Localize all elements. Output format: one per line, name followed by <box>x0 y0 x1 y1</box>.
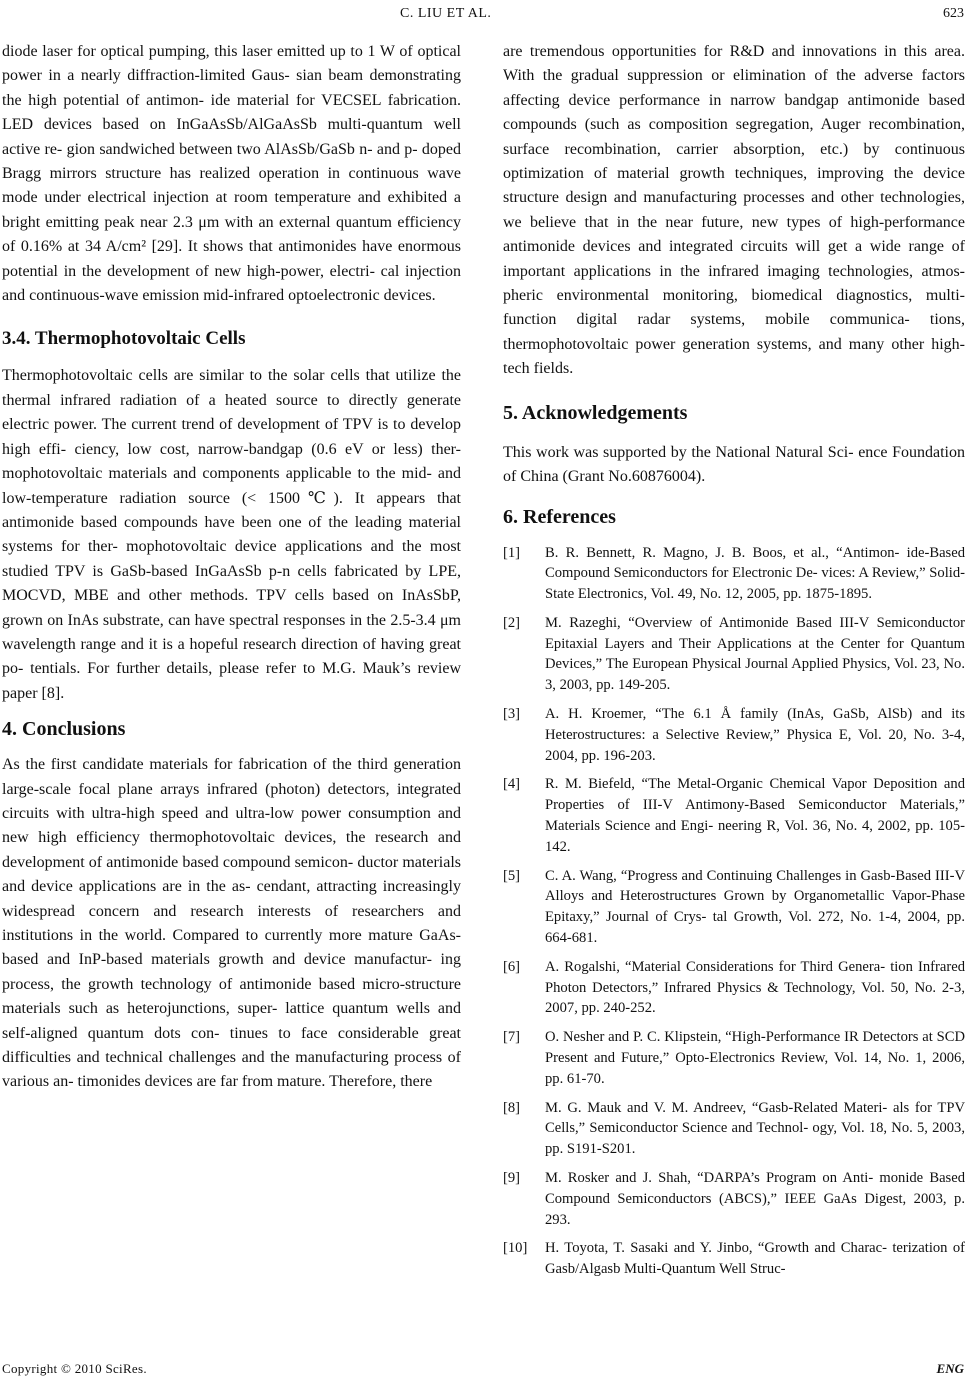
reference-item <box>503 1168 965 1230</box>
reference-number: [5] <box>503 867 521 884</box>
reference-item <box>503 774 965 857</box>
paragraph-tpv: Thermophotovoltaic cells are similar to the solar cells that utilize the thermal infrared radiation of a heated source to directly generate electric power. The current trend of development of TPV is to develop high effi- ciency, low cost, narrow-bandgap (0.6 eV or less) ther- mophotovoltaic materials and components applicable to the mid- and low-temperature radiation source (< 1500℃). It appears that antimonide based compounds have been one of the leading material systems for ther- mophotovoltaic device applications and the most studied TPV is GaSb-based InGaAsSb p-n cells fabricated by LPE, MOCVD, MBE and other methods. TPV cells based on InAsSbP, grown on InAs substrate, can have spectral responses in the 2.5-3.4 μm wavelength range and it is a hopeful research direction of having great po- tentials. For further details, please refer to M.G. Mauk’s review paper [8]. <box>2 367 461 702</box>
left-column <box>2 40 461 1095</box>
reference-item <box>503 704 965 766</box>
reference-number: [2] <box>503 614 521 631</box>
reference-number: [3] <box>503 706 521 723</box>
reference-text: M. Rosker and J. Shah, “DARPA’s Program on Anti- monide Based Compound Semiconductors (ABCS),” IEEE GaAs Digest, 2003, p. 293. <box>545 1170 965 1228</box>
reference-text: R. M. Biefeld, “The Metal-Organic Chemical Vapor Deposition and Properties of III-V Antimony-Based Semiconductor Materials,” Materials Science and Engi- neering R, Vol. 36, No. 4, 2002, pp. 105-142. <box>545 776 965 855</box>
paragraph-conclusions-continued: are tremendous opportunities for R&D and innovations in this area. With the gradual suppression or elimination of the adverse factors affecting device performance in narrow bandgap antimonide based compounds (such as composition segregation, Auger recombination, surface recombination, carrier absorption, etc.) by continuous optimization of material growth techniques, improving the device structure design and manufacturing processes and other technologies, we believe that in the near future, new types of high-performance antimonide devices and integrated circuits will get a wide range of important applications in the infrared imaging technologies, atmos- pheric environmental monitoring, biomedical diagnostics, multi-function digital radar systems, mobile communica- tions, thermophotovoltaic power generation systems, and many other high-tech fields. <box>503 43 965 378</box>
paragraph-acknowledgements: This work was supported by the National Natural Sci- ence Foundation of China (Grant No.60876004). <box>503 443 965 486</box>
reference-number: [1] <box>503 544 521 561</box>
reference-text: A. Rogalshi, “Material Considerations for Third Genera- tion Infrared Photon Detectors,” Infrared Physics & Technology, Vol. 50, No. 2-3, 2007, pp. 240-252. <box>545 958 965 1017</box>
journal-abbreviation: ENG <box>936 1361 964 1376</box>
running-head: C. LIU ET AL. <box>400 6 492 21</box>
reference-number: [7] <box>503 1029 521 1046</box>
section-heading-acknowledgements: 5. Acknowledgements <box>503 401 688 424</box>
reference-item <box>503 1027 965 1089</box>
copyright-notice: Copyright © 2010 SciRes. <box>2 1361 147 1376</box>
reference-item <box>503 957 965 1019</box>
section-heading-thermophotovoltaic: 3.4. Thermophotovoltaic Cells <box>2 328 246 350</box>
reference-text: H. Toyota, T. Sasaki and Y. Jinbo, “Growth and Charac- terization of Gasb/Algasb Multi-Quantum Well Struc- <box>545 1240 965 1278</box>
reference-number: [6] <box>503 958 521 975</box>
reference-item <box>503 613 965 696</box>
section-heading-references: 6. References <box>503 505 616 528</box>
reference-number: [4] <box>503 776 521 793</box>
reference-text: A. H. Kroemer, “The 6.1 Å family (InAs, GaSb, AlSb) and its Heterostructures: a Selective Review,” Physica E, Vol. 20, No. 3-4, 2004, pp. 196-203. <box>545 706 965 764</box>
page-header <box>0 0 969 30</box>
reference-text: O. Nesher and P. C. Klipstein, “High-Performance IR Detectors at SCD Present and Future,” Opto-Electronics Review, Vol. 14, No. 1, 2006, pp. 61-70. <box>545 1029 965 1087</box>
page-number: 623 <box>943 6 964 21</box>
paragraph-vecsel: diode laser for optical pumping, this laser emitted up to 1 W of optical power in a nearly diffraction-limited Gaus- sian beam demonstrating the high potential of antimon- ide material for VECSEL fabrication. LED devices based on InGaAsSb/AlGaAsSb multi-quantum well active re- gion sandwiched between two AlAsSb/GaSb n- and p- doped Bragg mirrors structure has realized operation in continuous wave mode under electrical injection at room temperature and exhibited a bright emitting peak near 2.3 μm with an external quantum efficiency of 0.16% at 34 A/cm² [29]. It shows that antimonides have enormous potential in the development of new high-power, electri- cal injection and continuous-wave emission mid-infrared optoelectronic devices. <box>2 43 461 305</box>
reference-number: [9] <box>503 1170 521 1187</box>
reference-item <box>503 1098 965 1160</box>
reference-item <box>503 866 965 949</box>
reference-text: M. Razeghi, “Overview of Antimonide Based III-V Semiconductor Epitaxial Layers and Their Applications at the Center for Quantum Devices,” The European Physical Journal Applied Physics, Vol. 23, No. 3, 2003, pp. 149-205. <box>545 614 965 694</box>
paragraph-conclusions: As the first candidate materials for fabrication of the third generation large-scale focal plane arrays infrared (photon) detectors, integrated circuits with ultra-high speed and ultra-low power consumption and new high efficiency thermophotovoltaic devices, the research and development of antimonide based compound semicon- ductor materials and device applications are in the as- cendant, attracting increasingly widespread concern and research interests of researchers and institutions in the world. Compared to currently more mature GaAs-based and InP-based materials growth and device manufactur- ing process, the growth technology of antimonide based micro-structure materials such as heterojunctions, super- lattice quantum wells and self-aligned quantum dots con- tinues to face considerable great difficulties and technical challenges and the manufacturing process of various an- timonides devices are far from mature. Therefore, there <box>2 756 461 1091</box>
reference-item <box>503 1238 965 1280</box>
page-footer <box>0 1361 969 1381</box>
reference-list <box>503 543 965 1281</box>
reference-item <box>503 543 965 605</box>
reference-text: C. A. Wang, “Progress and Continuing Challenges in Gasb-Based III-V Alloys and Heterostructures Grown by Organometallic Vapor-Phase Epitaxy,” Journal of Crys- tal Growth, Vol. 272, No. 1-4, 2004, pp. 664-681. <box>545 867 965 947</box>
right-column <box>503 40 965 1288</box>
reference-text: B. R. Bennett, R. Magno, J. B. Boos, et al., “Antimon- ide-Based Compound Semiconductors for Electronic De- vices: A Review,” Solid-State Electronics, Vol. 49, No. 12, 2005, pp. 1875-1895. <box>545 544 965 603</box>
reference-text: M. G. Mauk and V. M. Andreev, “Gasb-Related Materi- als for TPV Cells,” Semiconductor Science and Technol- ogy, Vol. 18, No. 5, 2003, pp. S191-S201. <box>545 1099 965 1158</box>
reference-number: [8] <box>503 1099 521 1116</box>
section-heading-conclusions: 4. Conclusions <box>2 718 126 741</box>
reference-number: [10] <box>503 1240 528 1257</box>
